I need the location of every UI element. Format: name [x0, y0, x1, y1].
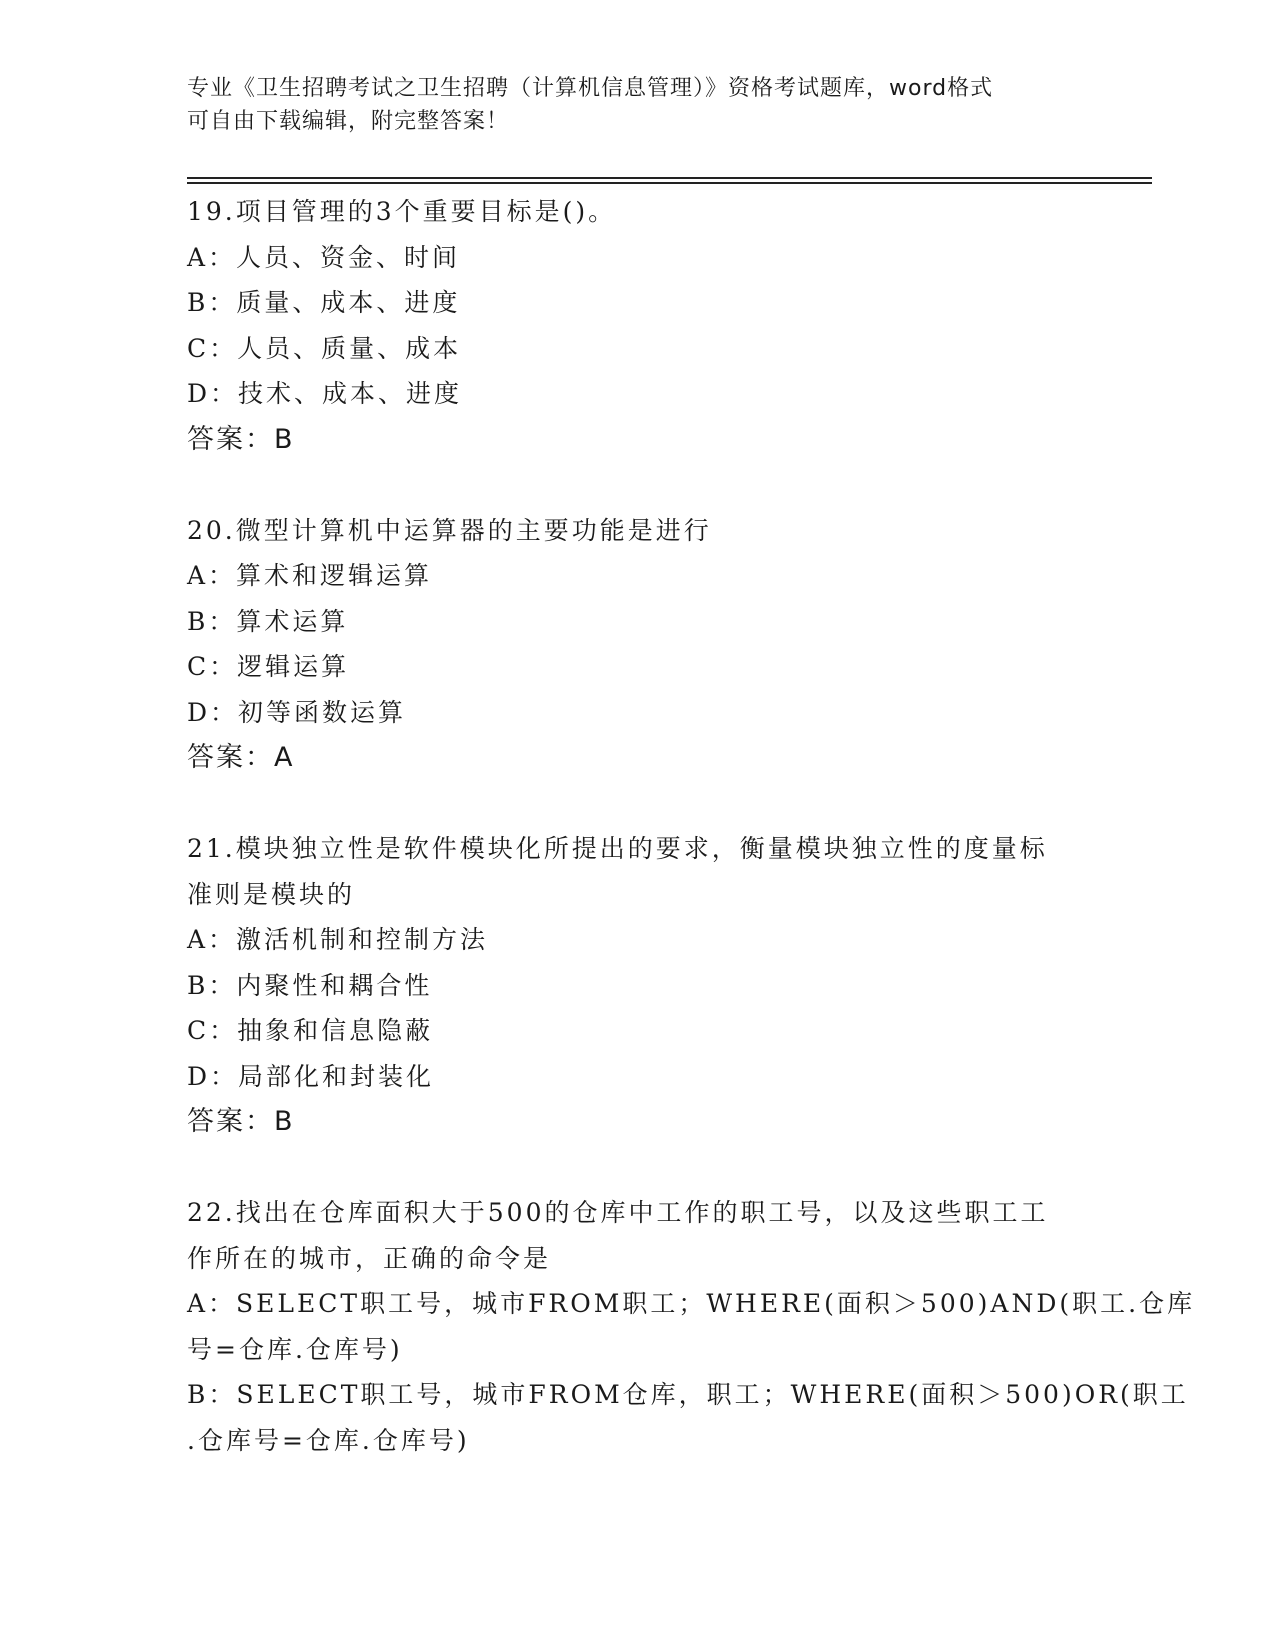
- document-header: [187, 72, 1067, 138]
- option-b-line-1: B：SELECT职工号，城市FROM仓库，职工；WHERE(面积＞500)OR(职工: [187, 1380, 1189, 1409]
- option-a-line-1: A：SELECT职工号，城市FROM职工；WHERE(面积＞500)AND(职工.仓库: [187, 1289, 1196, 1318]
- header-divider-bottom: [187, 182, 1152, 184]
- question-19: [187, 189, 1087, 462]
- option-b-line-2: .仓库号=仓库.仓库号): [187, 1425, 470, 1455]
- answer: 答案：B: [187, 423, 295, 455]
- option-b: B：质量、成本、进度: [187, 288, 461, 317]
- option-d: D：初等函数运算: [187, 697, 407, 727]
- header-line-2: 可自由下载编辑，附完整答案！: [187, 109, 510, 134]
- question-stem-line-2: 作所在的城市，正确的命令是: [187, 1243, 552, 1273]
- spacer: [187, 1145, 1087, 1191]
- question-stem-line-1: 22.找出在仓库面积大于500的仓库中工作的职工号，以及这些职工工: [187, 1198, 1049, 1227]
- option-a: A：激活机制和控制方法: [187, 925, 489, 954]
- answer: 答案：B: [187, 1106, 295, 1137]
- question-stem: 19.项目管理的3个重要目标是()。: [187, 197, 617, 226]
- option-a: A：人员、资金、时间: [187, 242, 461, 272]
- question-stem-line-2: 准则是模块的: [187, 879, 356, 909]
- spacer: [187, 462, 1087, 508]
- option-b: B：内聚性和耦合性: [187, 970, 433, 1000]
- question-stem-line-1: 21.模块独立性是软件模块化所提出的要求，衡量模块独立性的度量标: [187, 834, 1048, 863]
- option-d: D：局部化和封装化: [187, 1061, 435, 1091]
- option-a-line-2: 号=仓库.仓库号): [187, 1334, 403, 1364]
- answer: 答案：A: [187, 742, 295, 773]
- option-b: B：算术运算: [187, 606, 349, 636]
- question-list: [187, 189, 1196, 1463]
- question-22: [187, 1190, 1196, 1463]
- spacer: [187, 781, 1087, 827]
- option-a: A：算术和逻辑运算: [187, 561, 433, 590]
- option-c: C：抽象和信息隐蔽: [187, 1016, 434, 1045]
- question-stem: 20.微型计算机中运算器的主要功能是进行: [187, 515, 712, 545]
- option-c: C：逻辑运算: [187, 652, 350, 681]
- question-20: [187, 508, 1087, 781]
- option-c: C：人员、质量、成本: [187, 333, 462, 363]
- header-line-1: 专业《卫生招聘考试之卫生招聘（计算机信息管理）》资格考试题库，word格式: [187, 76, 994, 101]
- header-divider-top: [187, 177, 1152, 179]
- option-d: D：技术、成本、进度: [187, 379, 463, 408]
- question-21: [187, 826, 1087, 1145]
